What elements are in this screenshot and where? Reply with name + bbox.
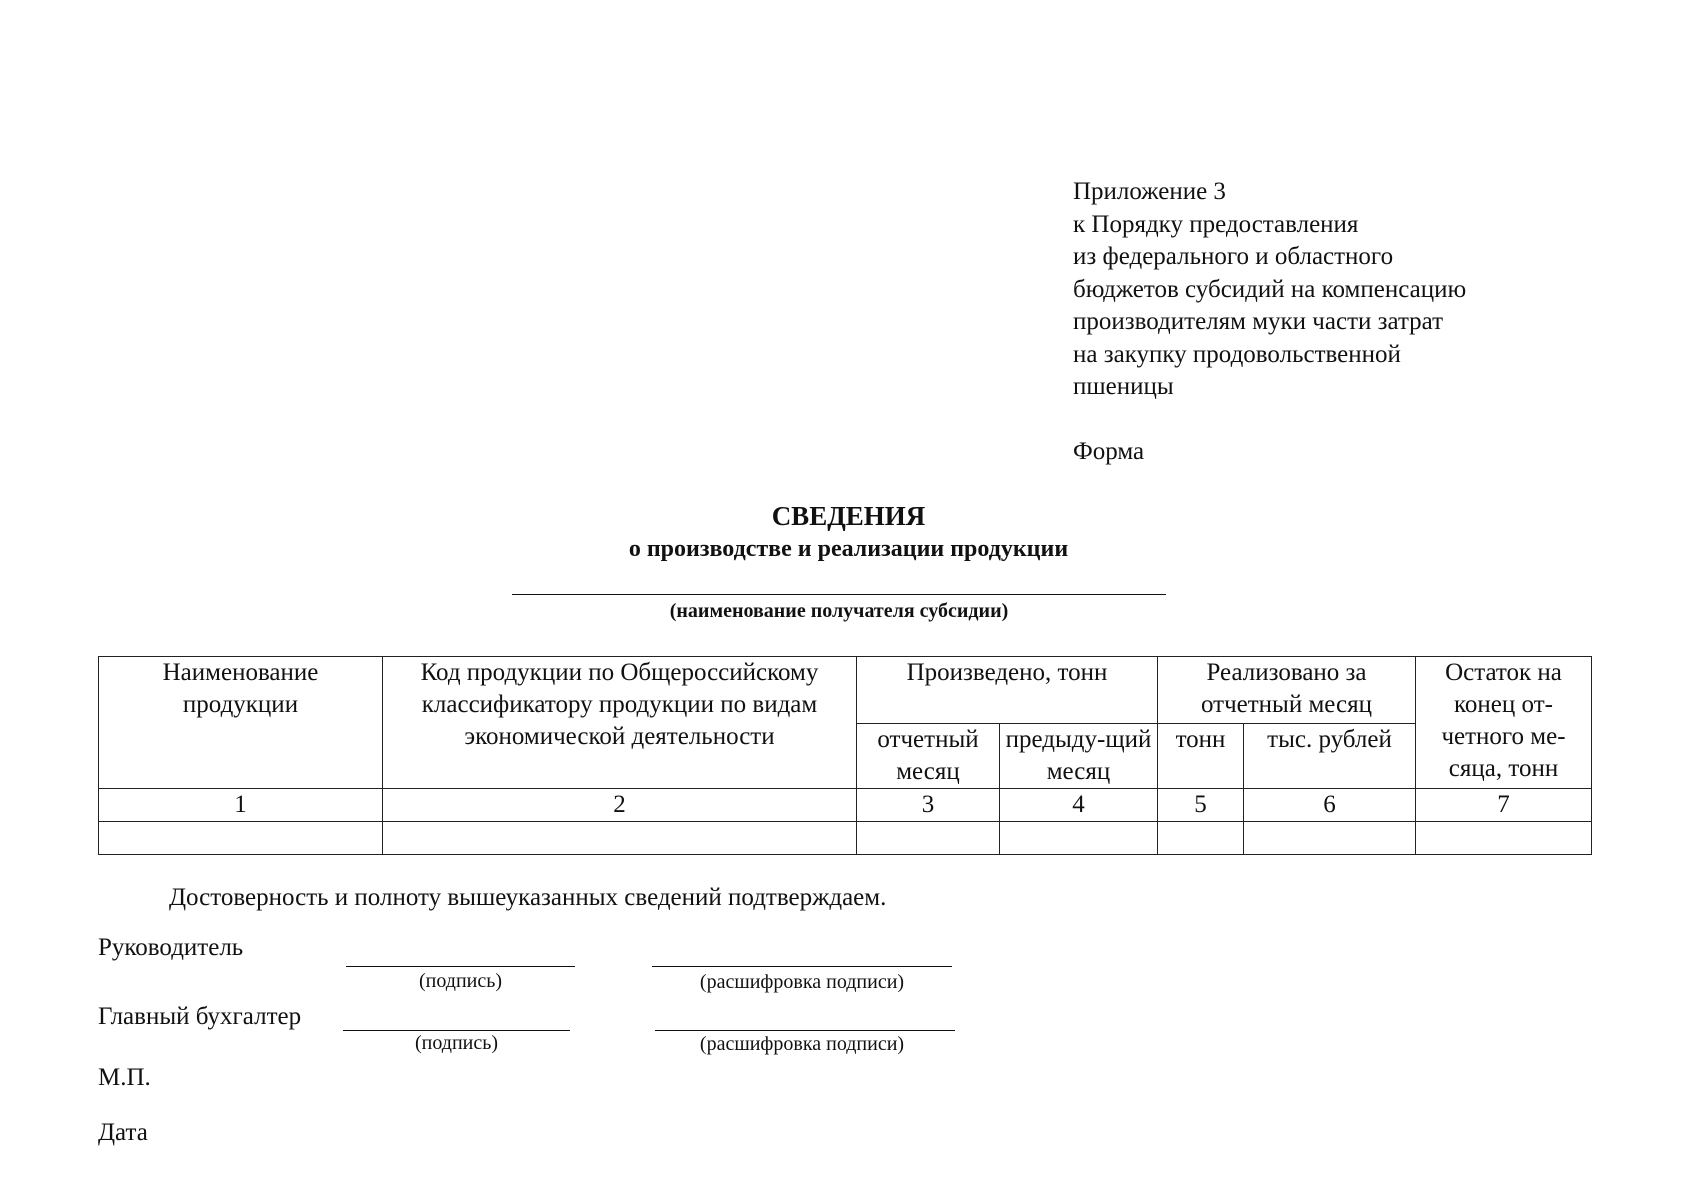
appendix-line: Приложение 3	[1073, 178, 1226, 205]
table-cell[interactable]	[1416, 822, 1592, 855]
decoding-caption: (расшифровка подписи)	[699, 1033, 905, 1055]
header-product-code: Код продукции по Общероссийскому классификатору продукции по видам экономической деятельности	[383, 657, 857, 789]
signature-caption: (подпись)	[414, 1032, 499, 1054]
appendix-line: из федерального и областного	[1073, 243, 1394, 270]
document-subtitle: о производстве и реализации продукции	[628, 536, 1069, 562]
header-produced-previous: предыду-щий месяц	[1000, 724, 1158, 789]
header-produced: Произведено, тонн	[857, 657, 1158, 724]
production-table	[98, 656, 1592, 855]
signature-caption: (подпись)	[418, 970, 503, 992]
stamp-label: М.П.	[98, 1064, 151, 1091]
column-number: 3	[857, 789, 1000, 822]
column-number: 2	[383, 789, 857, 822]
appendix-line: к Порядку предоставления	[1073, 210, 1359, 238]
decoding-caption: (расшифровка подписи)	[699, 971, 905, 993]
column-number-row	[99, 789, 1592, 822]
header-remainder: Остаток на конец от-четного ме-сяца, тонн	[1416, 657, 1592, 789]
header-sold-rubles: тыс. рублей	[1244, 724, 1416, 789]
column-number: 1	[99, 789, 383, 822]
column-number: 7	[1416, 789, 1592, 822]
appendix-header	[1073, 176, 1466, 404]
head-label: Руководитель	[98, 934, 244, 961]
table-cell[interactable]	[857, 822, 1000, 855]
appendix-line: производителям муки части затрат	[1073, 308, 1444, 335]
table-cell[interactable]	[1158, 822, 1244, 855]
recipient-caption: (наименование получателя субсидии)	[669, 600, 1009, 622]
header-sold-tons: тонн	[1158, 724, 1244, 789]
header-sold: Реализовано за отчетный месяц	[1158, 657, 1416, 724]
recipient-name-field[interactable]	[512, 594, 1166, 595]
appendix-line: на закупку продовольственной	[1073, 340, 1401, 368]
column-number: 6	[1244, 789, 1416, 822]
table-row	[99, 822, 1592, 855]
head-signature-line[interactable]	[346, 966, 575, 967]
column-number: 4	[1000, 789, 1158, 822]
header-produced-reporting: отчетный месяц	[857, 724, 1000, 789]
column-number: 5	[1158, 789, 1244, 822]
form-label: Форма	[1073, 438, 1145, 465]
accountant-label: Главный бухгалтер	[98, 1003, 302, 1030]
appendix-line: бюджетов субсидий на компенсацию	[1073, 275, 1467, 303]
table-cell[interactable]	[1000, 822, 1158, 855]
table-cell[interactable]	[383, 822, 857, 855]
table-cell[interactable]	[99, 822, 383, 855]
document-title: СВЕДЕНИЯ	[771, 501, 926, 531]
accountant-decoding-line[interactable]	[655, 1030, 955, 1031]
table-cell[interactable]	[1244, 822, 1416, 855]
header-product-name: Наименование продукции	[99, 657, 383, 789]
appendix-line: пшеницы	[1073, 373, 1174, 400]
confirmation-text: Достоверность и полноту вышеуказанных сведений подтверждаем.	[169, 884, 887, 911]
date-label: Дата	[98, 1119, 148, 1146]
head-decoding-line[interactable]	[652, 966, 952, 967]
